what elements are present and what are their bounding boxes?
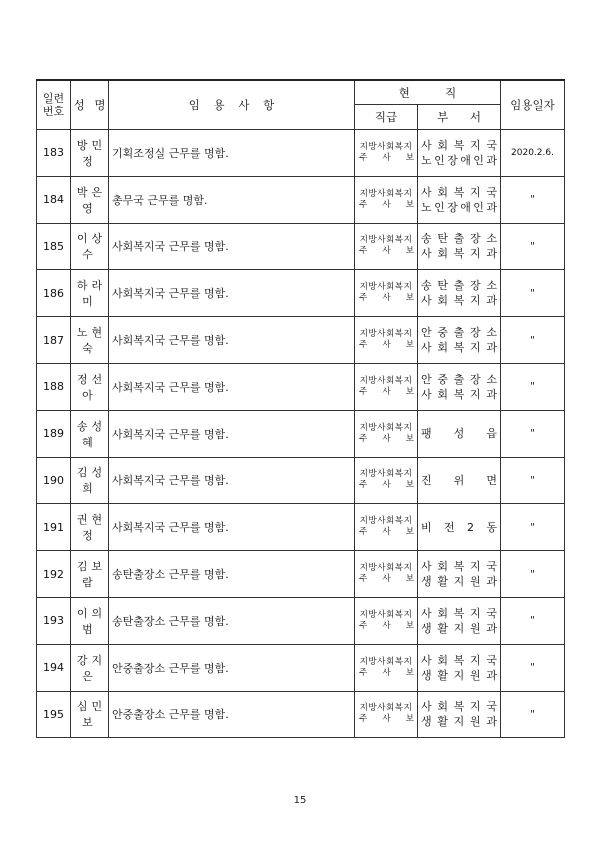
rank-cell xyxy=(355,270,418,317)
rank-line-1: 지방사회복지 xyxy=(359,422,413,433)
serial-number-cell: 189 xyxy=(37,410,71,457)
serial-number-cell: 183 xyxy=(37,130,71,177)
rank-line-1: 지방사회복지 xyxy=(359,141,413,152)
header-content: 임 용 사 항 xyxy=(109,80,355,130)
appointment-date-cell: " xyxy=(501,317,565,364)
department-line: 안 중 출 장 소 xyxy=(421,372,497,386)
department-cell xyxy=(418,363,501,410)
name-cell: 정선아 xyxy=(71,363,109,410)
department-line: 생 활 지 원 과 xyxy=(421,668,497,682)
appointment-table xyxy=(36,79,565,738)
table-row xyxy=(37,130,565,177)
department-line: 사 회 복 지 과 xyxy=(421,387,497,401)
department-line: 사 회 복 지 국 xyxy=(421,138,497,152)
serial-number-cell: 185 xyxy=(37,223,71,270)
rank-cell xyxy=(355,551,418,598)
rank-cell xyxy=(355,644,418,691)
department-line: 송 탄 출 장 소 xyxy=(421,279,497,293)
rank-line-1: 지방사회복지 xyxy=(359,375,413,386)
table-row xyxy=(37,363,565,410)
department-line: 노 인 장 애 인 과 xyxy=(421,200,497,214)
department-cell xyxy=(418,270,501,317)
rank-cell xyxy=(355,457,418,504)
appointment-date-cell: " xyxy=(501,270,565,317)
appointment-date-cell: " xyxy=(501,551,565,598)
table-row xyxy=(37,691,565,738)
department-line: 사 회 복 지 국 xyxy=(421,653,497,667)
department-line: 안 중 출 장 소 xyxy=(421,326,497,340)
department-line: 생 활 지 원 과 xyxy=(421,715,497,729)
rank-cell xyxy=(355,691,418,738)
rank-cell xyxy=(355,363,418,410)
appointment-content-cell: 안중출장소 근무를 명함. xyxy=(109,691,355,738)
serial-number-cell: 193 xyxy=(37,597,71,644)
name-cell: 심민보 xyxy=(71,691,109,738)
rank-line-1: 지방사회복지 xyxy=(359,563,413,574)
appointment-date-cell: " xyxy=(501,410,565,457)
appointment-date-cell: " xyxy=(501,691,565,738)
department-line: 노 인 장 애 인 과 xyxy=(421,153,497,167)
appointment-content-cell: 사회복지국 근무를 명함. xyxy=(109,223,355,270)
header-rank: 직급 xyxy=(355,105,418,130)
department-line: 생 활 지 원 과 xyxy=(421,621,497,635)
table-row xyxy=(37,410,565,457)
name-cell: 하라미 xyxy=(71,270,109,317)
rank-line-1: 지방사회복지 xyxy=(359,609,413,620)
table-row xyxy=(37,597,565,644)
appointment-content-cell: 사회복지국 근무를 명함. xyxy=(109,270,355,317)
rank-line-2: 주 사 보 xyxy=(359,574,414,585)
serial-number-cell: 190 xyxy=(37,457,71,504)
appointment-content-cell: 송탄출장소 근무를 명함. xyxy=(109,597,355,644)
department-line: 팽 성 읍 xyxy=(421,427,497,441)
header-serial xyxy=(37,80,71,130)
department-cell xyxy=(418,504,501,551)
header-name: 성 명 xyxy=(71,80,109,130)
table-body xyxy=(37,130,565,738)
name-cell: 송성혜 xyxy=(71,410,109,457)
serial-number-cell: 188 xyxy=(37,363,71,410)
rank-line-2: 주 사 보 xyxy=(359,386,414,397)
rank-line-1: 지방사회복지 xyxy=(359,656,413,667)
header-dept: 부 서 xyxy=(418,105,501,130)
appointment-date-cell: " xyxy=(501,223,565,270)
department-cell xyxy=(418,597,501,644)
serial-number-cell: 194 xyxy=(37,644,71,691)
department-line: 비 전 2 동 xyxy=(421,520,497,534)
rank-line-2: 주 사 보 xyxy=(359,199,414,210)
header-current-right: 직 xyxy=(445,85,457,100)
serial-number-cell: 186 xyxy=(37,270,71,317)
appointment-content-cell: 사회복지국 근무를 명함. xyxy=(109,317,355,364)
appointment-date-cell: " xyxy=(501,504,565,551)
name-cell: 권현정 xyxy=(71,504,109,551)
department-line: 사 회 복 지 국 xyxy=(421,185,497,199)
appointment-content-cell: 송탄출장소 근무를 명함. xyxy=(109,551,355,598)
name-cell: 노현숙 xyxy=(71,317,109,364)
department-line: 사 회 복 지 과 xyxy=(421,294,497,308)
appointment-date-cell: " xyxy=(501,644,565,691)
name-cell: 박은영 xyxy=(71,176,109,223)
department-cell xyxy=(418,317,501,364)
header-serial-line1: 일련 xyxy=(42,92,65,105)
header-date: 임용일자 xyxy=(501,80,565,130)
table-row xyxy=(37,551,565,598)
table-row xyxy=(37,504,565,551)
table-row xyxy=(37,644,565,691)
rank-line-2: 주 사 보 xyxy=(359,527,414,538)
rank-cell xyxy=(355,504,418,551)
rank-line-1: 지방사회복지 xyxy=(359,703,413,714)
appointment-content-cell: 사회복지국 근무를 명함. xyxy=(109,363,355,410)
department-cell xyxy=(418,457,501,504)
name-cell: 김보람 xyxy=(71,551,109,598)
department-cell xyxy=(418,691,501,738)
rank-line-1: 지방사회복지 xyxy=(359,329,413,340)
header-current xyxy=(355,80,501,105)
rank-line-1: 지방사회복지 xyxy=(359,282,413,293)
appointment-content-cell: 사회복지국 근무를 명함. xyxy=(109,457,355,504)
table-row xyxy=(37,317,565,364)
page-number: 15 xyxy=(293,795,307,806)
rank-line-2: 주 사 보 xyxy=(359,620,414,631)
appointment-content-cell: 사회복지국 근무를 명함. xyxy=(109,410,355,457)
rank-cell xyxy=(355,597,418,644)
rank-line-1: 지방사회복지 xyxy=(359,188,413,199)
rank-cell xyxy=(355,130,418,177)
department-line: 사 회 복 지 국 xyxy=(421,700,497,714)
rank-cell xyxy=(355,176,418,223)
name-cell: 김성희 xyxy=(71,457,109,504)
serial-number-cell: 192 xyxy=(37,551,71,598)
appointment-content-cell: 사회복지국 근무를 명함. xyxy=(109,504,355,551)
appointment-content-cell: 총무국 근무를 명함. xyxy=(109,176,355,223)
department-line: 생 활 지 원 과 xyxy=(421,575,497,589)
department-line: 사 회 복 지 국 xyxy=(421,560,497,574)
department-line: 사 회 복 지 국 xyxy=(421,606,497,620)
rank-line-2: 주 사 보 xyxy=(359,667,414,678)
table-row xyxy=(37,176,565,223)
name-cell: 방민정 xyxy=(71,130,109,177)
department-cell xyxy=(418,644,501,691)
department-line: 송 탄 출 장 소 xyxy=(421,232,497,246)
appointment-date-cell: " xyxy=(501,363,565,410)
rank-line-1: 지방사회복지 xyxy=(359,516,413,527)
serial-number-cell: 184 xyxy=(37,176,71,223)
appointment-date-cell: " xyxy=(501,597,565,644)
header-current-left: 현 xyxy=(398,85,410,100)
department-cell xyxy=(418,130,501,177)
appointment-content-cell: 안중출장소 근무를 명함. xyxy=(109,644,355,691)
rank-line-1: 지방사회복지 xyxy=(359,235,413,246)
rank-line-2: 주 사 보 xyxy=(359,480,414,491)
department-cell xyxy=(418,551,501,598)
rank-line-2: 주 사 보 xyxy=(359,714,414,725)
rank-cell xyxy=(355,410,418,457)
appointment-date-cell: 2020.2.6. xyxy=(501,130,565,177)
rank-cell xyxy=(355,223,418,270)
name-cell: 강지은 xyxy=(71,644,109,691)
header-serial-line2: 번호 xyxy=(42,105,65,118)
serial-number-cell: 187 xyxy=(37,317,71,364)
rank-line-2: 주 사 보 xyxy=(359,293,414,304)
name-cell: 이상수 xyxy=(71,223,109,270)
rank-line-2: 주 사 보 xyxy=(359,152,414,163)
department-line: 사 회 복 지 과 xyxy=(421,247,497,261)
table-row xyxy=(37,270,565,317)
rank-cell xyxy=(355,317,418,364)
appointment-date-cell: " xyxy=(501,457,565,504)
rank-line-1: 지방사회복지 xyxy=(359,469,413,480)
name-cell: 이의범 xyxy=(71,597,109,644)
department-line: 진 위 면 xyxy=(421,473,497,487)
serial-number-cell: 191 xyxy=(37,504,71,551)
department-cell xyxy=(418,223,501,270)
table-row xyxy=(37,457,565,504)
department-cell xyxy=(418,410,501,457)
appointment-date-cell: " xyxy=(501,176,565,223)
department-line: 사 회 복 지 과 xyxy=(421,341,497,355)
rank-line-2: 주 사 보 xyxy=(359,340,414,351)
appointment-content-cell: 기획조정실 근무를 명함. xyxy=(109,130,355,177)
serial-number-cell: 195 xyxy=(37,691,71,738)
rank-line-2: 주 사 보 xyxy=(359,433,414,444)
department-cell xyxy=(418,176,501,223)
table-row xyxy=(37,223,565,270)
rank-line-2: 주 사 보 xyxy=(359,246,414,257)
